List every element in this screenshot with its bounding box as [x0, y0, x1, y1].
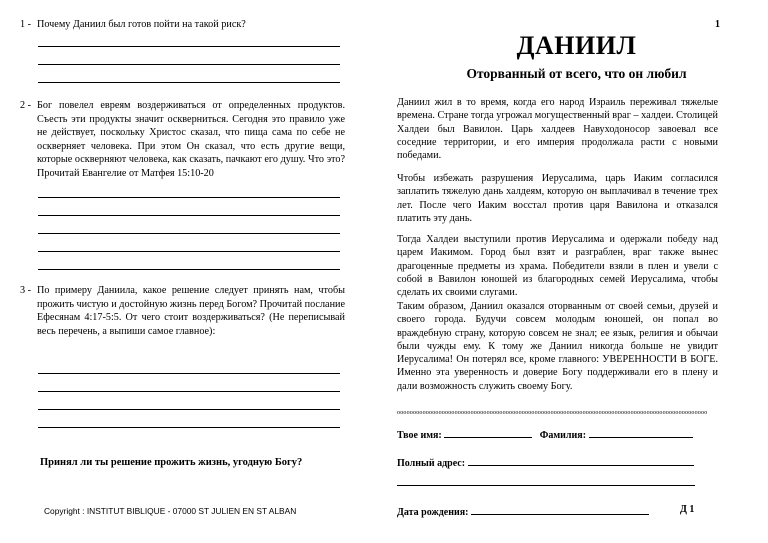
name-input-line[interactable]: [444, 427, 532, 438]
copyright: Copyright : INSTITUT BIBLIQUE - 07000 ST JULIEN EN ST ALBAN: [44, 506, 297, 516]
answer-line[interactable]: [38, 215, 340, 216]
address-input-line[interactable]: [468, 455, 694, 466]
question-1: [20, 18, 345, 32]
birthdate-field[interactable]: [397, 504, 649, 518]
question-text: По примеру Даниила, какое решение следует принять нам, чтобы прожить чистую и достойную жизнь перед Богом? Прочитай послание Ефесянам 4:17-5:5. От чего стоит воздерживаться? (Не переписывай весь перечень, а выпиши самое главное):: [37, 285, 345, 337]
paragraph-3: Тогда Халдеи выступили против Иерусалима и одержали победу над царем Иакимом. Город был взят и разграблен, враг также вынес драгоценные предметы из храма. Победители взяли в плен и увели с собой в Вавилон юношей из благородных семей Иерусалима, чтобы сделать их своими слугами.: [397, 234, 718, 299]
answer-line[interactable]: [38, 64, 340, 65]
paragraph-2: Чтобы избежать разрушения Иерусалима, царь Иаким согласился заплатить тяжелую дань халдеям, которую он выплачивал в течение трех лет. После чего Иаким восстал против царя Вавилона и отказался платить эту дань.: [397, 173, 718, 224]
answer-line[interactable]: [38, 46, 340, 47]
question-number: 3 -: [20, 285, 32, 296]
answer-line[interactable]: [38, 391, 340, 392]
paragraph-4: Таким образом, Даниил оказался оторванным от своей семьи, друзей и своего города. Будучи совсем молодым юношей, он попал во враждебную страну, которую совсем не знал; ее язык, религия и обычаи были чужды ему. К тому же Даниил никогда больше не увидит Иерусалима! Он потерял все, кроме главного: УВЕРЕННОСТИ В БОГЕ. Именно эта уверенность и доверие Богу поддерживали его в плену и дали возможность служить своему Богу.: [397, 301, 718, 392]
address-label: Полный адрес:: [397, 458, 466, 469]
answer-line[interactable]: [38, 197, 340, 198]
answer-line[interactable]: [38, 251, 340, 252]
answer-line[interactable]: [38, 427, 340, 428]
address-field[interactable]: [397, 455, 694, 469]
page-subtitle: Оторванный от всего, что он любил: [466, 66, 687, 81]
page-number: 1: [715, 19, 720, 30]
surname-label: Фамилия:: [539, 430, 587, 441]
answer-line[interactable]: [38, 82, 340, 83]
question-2: [20, 99, 345, 181]
surname-input-line[interactable]: [589, 427, 693, 438]
answer-line[interactable]: [38, 269, 340, 270]
page-title: ДАНИИЛ: [516, 31, 637, 60]
question-text: Бог повелел евреям воздерживаться от определенных продуктов. Съесть эти продукты значит оскверниться. Сегодня это правило уже не действует, поскольку Христос сказал, что пища сама по себе не оскверняет человека. При этом Он сказал, что есть другие вещи, которые оскверняют человека, как сказать, пачкают его душу. Что это? Прочитай Евангелие от Матфея 15:10-20: [37, 100, 345, 179]
question-number: 1 -: [20, 19, 32, 30]
question-3: [20, 284, 345, 338]
answer-line[interactable]: [38, 373, 340, 374]
question-text: Почему Даниил был готов пойти на такой риск?: [37, 19, 246, 30]
question-number: 2 -: [20, 100, 32, 111]
answer-line[interactable]: [38, 233, 340, 234]
story-page: [384, 0, 768, 543]
address-extra-line[interactable]: [397, 485, 695, 486]
birthdate-label: Дата рождения:: [397, 507, 469, 518]
birthdate-input-line[interactable]: [471, 504, 649, 515]
paragraph-1: Даниил жил в то время, когда его народ Израиль переживал тяжелые времена. Стране тогда угрожал могущественный враг – халдеи. Столицей Халдеи был Вавилон. Царь халдеев Навуходоносор завоевал все соседние территории, и его империя продолжала расти с новыми победами.: [397, 97, 718, 162]
separator: ooooooooooooooooooooooooooooooooooooooooooooooooooooooooooooooooooooooooooooooooooooooooooooooooo: [397, 410, 708, 416]
name-label: Твое имя:: [397, 430, 442, 441]
final-question: Принял ли ты решение прожить жизнь, угодную Богу?: [40, 457, 303, 468]
name-field[interactable]: [397, 427, 693, 441]
lesson-code: Д 1: [680, 504, 695, 515]
answer-line[interactable]: [38, 409, 340, 410]
